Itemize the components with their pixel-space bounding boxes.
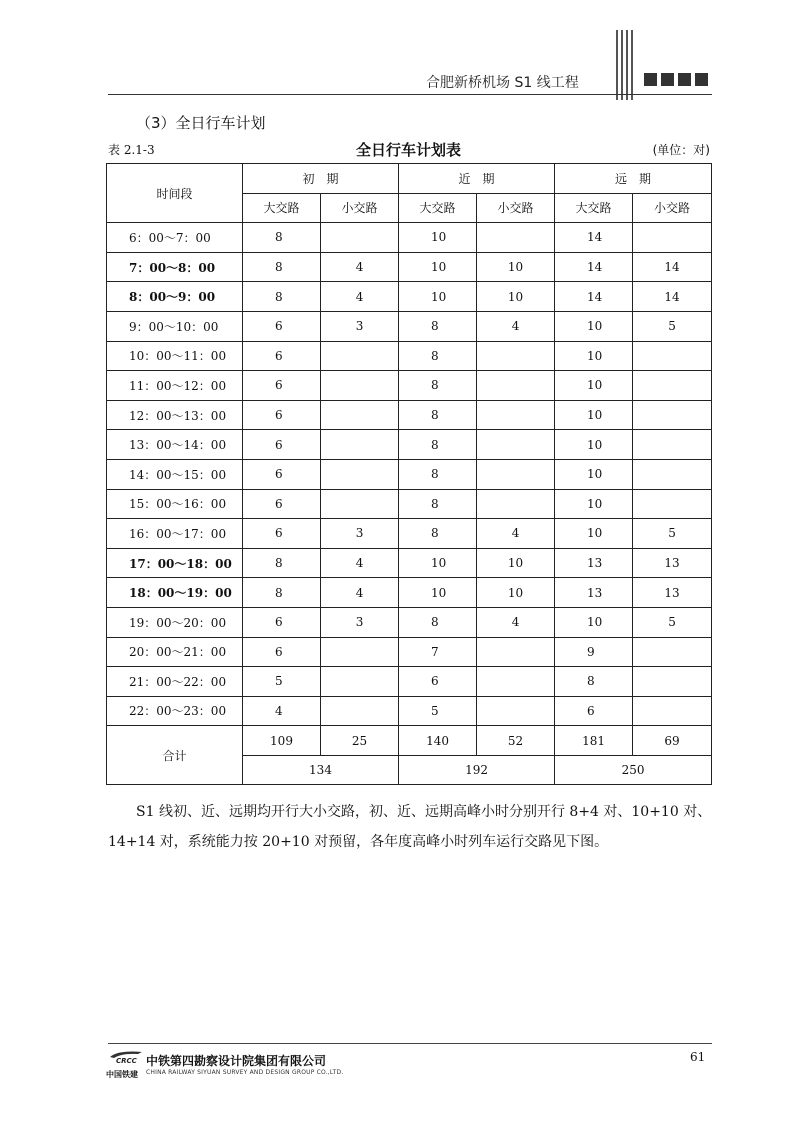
time-period-header: 时间段 xyxy=(107,164,243,223)
value-cell: 6 xyxy=(243,341,321,371)
value-cell: 14 xyxy=(633,282,712,312)
value-cell xyxy=(477,223,555,253)
value-cell: 4 xyxy=(243,696,321,726)
value-cell: 10 xyxy=(555,341,633,371)
total-cell: 109 xyxy=(243,726,321,756)
value-cell: 8 xyxy=(399,311,477,341)
value-cell: 10 xyxy=(555,311,633,341)
value-cell: 3 xyxy=(321,311,399,341)
value-cell: 10 xyxy=(399,252,477,282)
total-cell: 52 xyxy=(477,726,555,756)
total-cell: 140 xyxy=(399,726,477,756)
time-cell: 10：00～11：00 xyxy=(107,341,243,371)
value-cell: 10 xyxy=(555,400,633,430)
table-row xyxy=(107,607,712,637)
value-cell xyxy=(321,430,399,460)
period-header-near: 近 期 xyxy=(399,164,555,194)
grand-total-near: 192 xyxy=(399,755,555,785)
value-cell xyxy=(477,667,555,697)
subcol-header: 大交路 xyxy=(399,193,477,223)
value-cell: 8 xyxy=(243,578,321,608)
value-cell: 4 xyxy=(477,607,555,637)
value-cell: 5 xyxy=(399,696,477,726)
value-cell: 4 xyxy=(321,548,399,578)
value-cell: 3 xyxy=(321,519,399,549)
value-cell: 6 xyxy=(243,607,321,637)
page-number: 61 xyxy=(690,1050,706,1064)
value-cell xyxy=(633,667,712,697)
time-cell: 11：00～12：00 xyxy=(107,371,243,401)
time-cell: 7：00～8：00 xyxy=(107,252,243,282)
value-cell: 10 xyxy=(555,459,633,489)
table-row xyxy=(107,578,712,608)
time-cell: 19：00～20：00 xyxy=(107,607,243,637)
value-cell: 10 xyxy=(477,548,555,578)
value-cell xyxy=(633,400,712,430)
time-cell: 12：00～13：00 xyxy=(107,400,243,430)
time-cell: 18：00～19：00 xyxy=(107,578,243,608)
value-cell: 5 xyxy=(633,519,712,549)
value-cell xyxy=(477,341,555,371)
value-cell xyxy=(321,637,399,667)
value-cell: 10 xyxy=(399,548,477,578)
time-cell: 16：00～17：00 xyxy=(107,519,243,549)
value-cell xyxy=(633,223,712,253)
paragraph-text: S1 线初、近、远期均开行大小交路，初、近、远期高峰小时分别开行 8+4 对、10+10 对、14+14 对，系统能力按 20+10 对预留，各年度高峰小时列车运行交路见下图。 xyxy=(108,804,712,850)
body-paragraph xyxy=(108,797,712,857)
value-cell: 6 xyxy=(399,667,477,697)
value-cell xyxy=(321,667,399,697)
value-cell: 10 xyxy=(399,578,477,608)
value-cell: 10 xyxy=(555,430,633,460)
table-row xyxy=(107,341,712,371)
value-cell: 6 xyxy=(243,430,321,460)
table-row xyxy=(107,371,712,401)
value-cell xyxy=(321,223,399,253)
value-cell: 14 xyxy=(555,223,633,253)
value-cell: 6 xyxy=(243,489,321,519)
value-cell: 5 xyxy=(633,607,712,637)
period-header-far: 远 期 xyxy=(555,164,712,194)
table-row xyxy=(107,489,712,519)
subcol-header: 小交路 xyxy=(321,193,399,223)
table-row xyxy=(107,459,712,489)
value-cell: 10 xyxy=(555,519,633,549)
value-cell: 6 xyxy=(243,519,321,549)
value-cell: 13 xyxy=(633,578,712,608)
value-cell: 6 xyxy=(243,371,321,401)
value-cell: 6 xyxy=(243,459,321,489)
value-cell xyxy=(477,400,555,430)
time-cell: 21：00～22：00 xyxy=(107,667,243,697)
value-cell: 8 xyxy=(243,548,321,578)
logo-subtitle: 中国铁建 xyxy=(106,1070,138,1079)
value-cell xyxy=(633,459,712,489)
value-cell xyxy=(477,696,555,726)
value-cell xyxy=(321,489,399,519)
value-cell xyxy=(633,430,712,460)
table-row xyxy=(107,519,712,549)
value-cell: 8 xyxy=(555,667,633,697)
value-cell xyxy=(477,430,555,460)
value-cell: 5 xyxy=(633,311,712,341)
grand-total-far: 250 xyxy=(555,755,712,785)
table-row xyxy=(107,282,712,312)
table-row xyxy=(107,223,712,253)
value-cell xyxy=(321,341,399,371)
table-number: 表 2.1-3 xyxy=(108,143,155,157)
value-cell: 10 xyxy=(477,578,555,608)
time-cell: 22：00～23：00 xyxy=(107,696,243,726)
time-cell: 17：00～18：00 xyxy=(107,548,243,578)
value-cell: 10 xyxy=(399,223,477,253)
value-cell: 8 xyxy=(399,341,477,371)
train-schedule-table xyxy=(106,163,712,785)
table-unit: (单位：对) xyxy=(652,143,710,157)
value-cell xyxy=(633,696,712,726)
value-cell xyxy=(477,489,555,519)
table-row xyxy=(107,430,712,460)
header-decoration-bars xyxy=(616,30,632,100)
value-cell xyxy=(633,341,712,371)
total-cell: 181 xyxy=(555,726,633,756)
value-cell: 8 xyxy=(243,282,321,312)
value-cell xyxy=(633,489,712,519)
value-cell xyxy=(321,400,399,430)
value-cell: 14 xyxy=(555,252,633,282)
value-cell: 10 xyxy=(555,607,633,637)
table-title: 全日行车计划表 xyxy=(356,141,462,159)
value-cell: 8 xyxy=(399,400,477,430)
value-cell xyxy=(477,637,555,667)
value-cell: 8 xyxy=(243,223,321,253)
value-cell: 13 xyxy=(555,578,633,608)
header-rule xyxy=(108,94,712,95)
value-cell: 10 xyxy=(555,489,633,519)
value-cell: 4 xyxy=(477,519,555,549)
value-cell: 10 xyxy=(477,252,555,282)
logo-lettering: CRCC xyxy=(116,1057,137,1064)
value-cell xyxy=(477,371,555,401)
value-cell: 6 xyxy=(555,696,633,726)
value-cell: 6 xyxy=(243,311,321,341)
value-cell xyxy=(321,459,399,489)
value-cell xyxy=(321,696,399,726)
total-cell: 25 xyxy=(321,726,399,756)
value-cell: 4 xyxy=(321,578,399,608)
value-cell: 8 xyxy=(399,459,477,489)
time-cell: 6：00～7：00 xyxy=(107,223,243,253)
running-header-title: 合肥新桥机场 S1 线工程 xyxy=(426,75,579,91)
time-cell: 13：00～14：00 xyxy=(107,430,243,460)
subcol-header: 大交路 xyxy=(555,193,633,223)
table-row xyxy=(107,252,712,282)
footer-rule xyxy=(108,1043,712,1044)
value-cell: 10 xyxy=(399,282,477,312)
subcol-header: 小交路 xyxy=(633,193,712,223)
value-cell: 3 xyxy=(321,607,399,637)
table-body xyxy=(107,223,712,726)
time-cell: 14：00～15：00 xyxy=(107,459,243,489)
value-cell: 13 xyxy=(633,548,712,578)
value-cell: 10 xyxy=(555,371,633,401)
value-cell: 4 xyxy=(321,252,399,282)
table-row xyxy=(107,696,712,726)
header-decoration-squares xyxy=(644,71,712,90)
value-cell: 10 xyxy=(477,282,555,312)
value-cell: 4 xyxy=(321,282,399,312)
table-row xyxy=(107,311,712,341)
value-cell: 5 xyxy=(243,667,321,697)
time-cell: 8：00～9：00 xyxy=(107,282,243,312)
table-row xyxy=(107,667,712,697)
table-row xyxy=(107,548,712,578)
section-title: （3）全日行车计划 xyxy=(136,114,266,132)
table-row xyxy=(107,400,712,430)
time-cell: 9：00～10：00 xyxy=(107,311,243,341)
value-cell: 8 xyxy=(399,519,477,549)
value-cell: 6 xyxy=(243,400,321,430)
subcol-header: 大交路 xyxy=(243,193,321,223)
value-cell: 8 xyxy=(399,607,477,637)
value-cell: 7 xyxy=(399,637,477,667)
value-cell: 8 xyxy=(399,371,477,401)
value-cell: 14 xyxy=(555,282,633,312)
value-cell xyxy=(477,459,555,489)
grand-total-initial: 134 xyxy=(243,755,399,785)
table-row xyxy=(107,637,712,667)
subcol-header: 小交路 xyxy=(477,193,555,223)
period-header-initial: 初 期 xyxy=(243,164,399,194)
value-cell xyxy=(321,371,399,401)
company-name: 中铁第四勘察设计院集团有限公司 xyxy=(146,1054,327,1068)
value-cell: 4 xyxy=(477,311,555,341)
total-label: 合计 xyxy=(107,726,243,785)
value-cell xyxy=(633,637,712,667)
crcc-logo xyxy=(108,1050,144,1064)
time-cell: 20：00～21：00 xyxy=(107,637,243,667)
time-cell: 15：00～16：00 xyxy=(107,489,243,519)
value-cell: 8 xyxy=(399,430,477,460)
value-cell: 8 xyxy=(243,252,321,282)
company-name-english: CHINA RAILWAY SIYUAN SURVEY AND DESIGN GROUP CO.,LTD. xyxy=(146,1069,344,1076)
value-cell: 14 xyxy=(633,252,712,282)
value-cell: 8 xyxy=(399,489,477,519)
value-cell: 6 xyxy=(243,637,321,667)
value-cell: 9 xyxy=(555,637,633,667)
total-cell: 69 xyxy=(633,726,712,756)
value-cell xyxy=(633,371,712,401)
value-cell: 13 xyxy=(555,548,633,578)
